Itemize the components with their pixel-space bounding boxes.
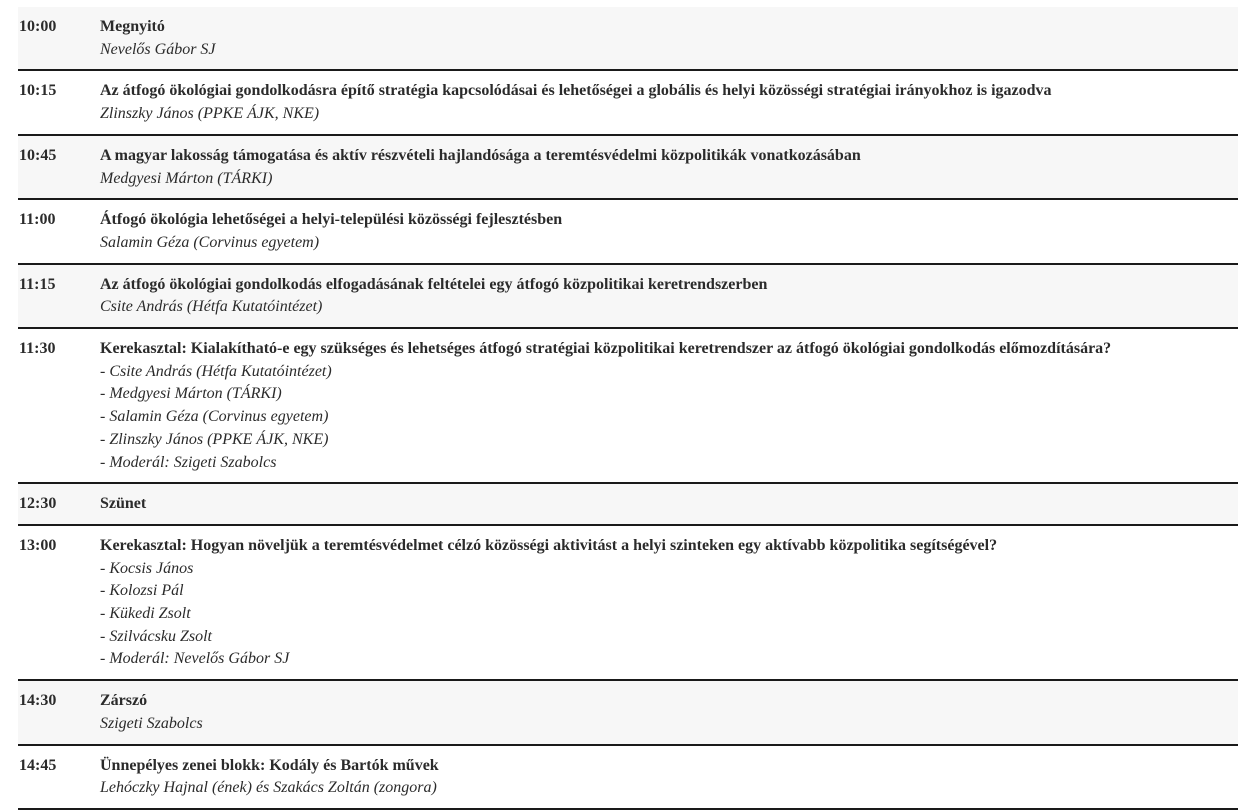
schedule-row (18, 680, 1238, 744)
session-speaker: Nevelős Gábor SJ (100, 40, 216, 58)
session-time: 11:00 (19, 211, 56, 229)
session-speaker: - Kolozsi Pál (100, 582, 184, 600)
session-title: Szünet (100, 495, 147, 513)
session-time: 14:45 (19, 756, 57, 774)
session-speaker: - Szilvácsku Zsolt (100, 627, 212, 645)
session-speaker: - Kükedi Zsolt (100, 605, 191, 623)
session-speaker: Csite András (Hétfa Kutatóintézet) (100, 298, 323, 316)
session-title: Az átfogó ökológiai gondolkodás elfogadásának feltételei egy átfogó közpolitikai keretrendszerben (100, 275, 768, 293)
schedule-row (18, 199, 1238, 263)
session-details (100, 328, 1238, 483)
session-speaker: Salamin Géza (Corvinus egyetem) (100, 233, 320, 251)
schedule-row (18, 525, 1238, 680)
session-time: 13:00 (19, 536, 57, 554)
session-title: Átfogó ökológia lehetőségei a helyi-települési közösségi fejlesztésben (100, 211, 563, 229)
session-details (100, 7, 1238, 70)
session-title: Ünnepélyes zenei blokk: Kodály és Bartók művek (100, 756, 439, 774)
schedule-row (18, 264, 1238, 328)
session-details (100, 264, 1238, 328)
schedule-row (18, 70, 1238, 134)
session-speaker: Szigeti Szabolcs (100, 714, 203, 732)
session-speaker: - Moderál: Szigeti Szabolcs (100, 453, 277, 471)
schedule-table (18, 7, 1238, 810)
session-title: Zárszó (100, 692, 148, 710)
session-details (100, 483, 1238, 525)
session-details (100, 199, 1238, 263)
session-speaker: Medgyesi Márton (TÁRKI) (100, 169, 273, 187)
session-speaker: - Kocsis János (100, 559, 194, 577)
session-time: 10:15 (19, 82, 57, 100)
session-speaker: - Salamin Géza (Corvinus egyetem) (100, 408, 329, 426)
session-details (100, 70, 1238, 134)
session-title: Megnyitó (100, 18, 165, 35)
schedule-row (18, 135, 1238, 199)
session-title: A magyar lakosság támogatása és aktív részvételi hajlandósága a teremtésvédelmi közpolitikák vonatkozásában (100, 146, 861, 164)
session-title: Kerekasztal: Kialakítható-e egy szükséges és lehetséges átfogó stratégiai közpolitikai keretrendszer az átfogó ökológiai gondolkodás előmozdítására? (100, 340, 1112, 358)
session-time: 11:15 (19, 275, 56, 293)
schedule-row (18, 745, 1238, 809)
schedule-row (18, 483, 1238, 525)
session-speaker: - Medgyesi Márton (TÁRKI) (100, 385, 282, 403)
session-speaker: Lehóczky Hajnal (ének) és Szakács Zoltán (zongora) (100, 779, 437, 797)
session-title: Az átfogó ökológiai gondolkodásra építő stratégia kapcsolódásai és lehetőségei a globális és helyi közösségi stratégiai irányokhoz is igazodva (100, 82, 1052, 100)
session-details (100, 135, 1238, 199)
session-speaker: - Moderál: Nevelős Gábor SJ (100, 650, 290, 668)
session-time: 10:45 (19, 146, 57, 164)
session-title: Kerekasztal: Hogyan növeljük a teremtésvédelmet célzó közösségi aktivitást a helyi szinteken egy aktívabb közpolitika segítségével? (100, 536, 998, 554)
session-speaker: - Csite András (Hétfa Kutatóintézet) (100, 362, 332, 380)
session-time: 12:30 (19, 495, 57, 513)
session-details (100, 745, 1238, 809)
session-time: 11:30 (19, 340, 56, 358)
session-details (100, 680, 1238, 744)
schedule-row (18, 7, 1238, 70)
session-speaker: Zlinszky János (PPKE ÁJK, NKE) (100, 105, 320, 123)
schedule-rows (18, 7, 1238, 809)
session-details (100, 525, 1238, 680)
session-time: 10:00 (19, 18, 57, 35)
session-time: 14:30 (19, 692, 57, 710)
schedule-row (18, 328, 1238, 483)
session-speaker: - Zlinszky János (PPKE ÁJK, NKE) (100, 430, 329, 448)
